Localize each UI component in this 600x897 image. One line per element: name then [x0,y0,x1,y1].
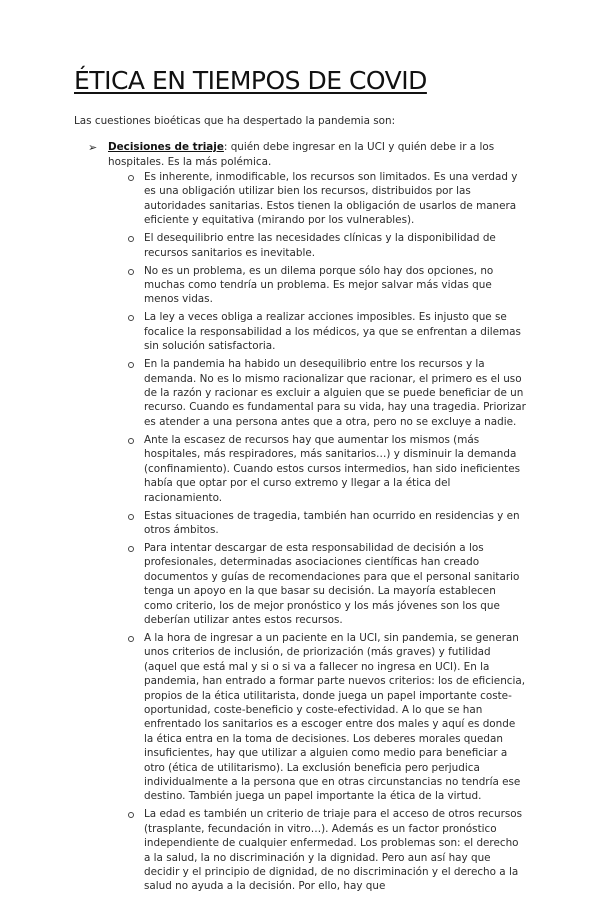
list-item [128,357,526,429]
circle-bullet-icon [128,546,134,552]
main-bullet [88,140,528,170]
list-item [128,310,526,353]
list-item-text: Es inherente, inmodificable, los recursos son limitados. Es una verdad y es una obligación utilizar bien los recursos, distribuidos por las autoridades sanitarias. Estos tienen la obligación de usarlos de manera eficiente y equitativa (mirando por los vulnerables). [144,171,518,227]
circle-bullet-icon [128,514,134,520]
arrow-bullet-icon: ➢ [88,141,98,154]
circle-bullet-icon [128,812,134,818]
main-bullet-text [108,140,528,170]
list-item-text: Ante la escasez de recursos hay que aumentar los mismos (más hospitales, más respiradores, más sanitarios…) y disminuir la demanda (confinamiento). Cuando estos cursos intermedios, han sido ineficientes había que optar por el curso extremo y llegar a la ética del racionamiento. [144,433,521,504]
list-item-text: A la hora de ingresar a un paciente en la UCI, sin pandemia, se generan unos criterios de inclusión, de priorización (más graves) y futilidad (aquel que está mal y si o si va a fallecer no ingresa en UCI). En la pandemia, han entrado a formar parte nuevos criterios: los de eficiencia, propios de la ética utilitarista, donde juega un papel importante coste-oportunidad, coste-beneficio y coste-efectividad. A lo que se han enfrentado los sanitarios es a escoger entre dos males y aquí es donde la ética entra en la toma de decisiones. Los deberes morales quedan insuficientes, hay que utilizar a alguien como medio para beneficiar a otro (ética de utilitarismo). La exclusión beneficia pero perjudica individualmente a la persona que en otras circunstancias no tendría ese destino. También juega un papel importante la ética de la virtud. [144,631,526,803]
list-item [128,509,526,538]
page-title: ÉTICA EN TIEMPOS DE COVID [74,66,427,95]
circle-bullet-icon [128,175,134,181]
list-item-text: En la pandemia ha habido un desequilibrio entre los recursos y la demanda. No es lo mismo racionalizar que racionar, el primero es el uso de la razón y racionar es excluir a alguien que se puede beneficiar de un recurso. Cuando es fundamental para su vida, hay una tragedia. Priorizar es atender a una persona antes que a otra, pero no se excluye a nadie. [144,358,526,428]
list-item-text: No es un problema, es un dilema porque sólo hay dos opciones, no muchas como tendría un problema. Es mejor salvar más vidas que menos vidas. [144,264,494,306]
list-item-text: El desequilibrio entre las necesidades clínicas y la disponibilidad de recursos sanitarios es inevitable. [144,232,496,259]
list-item [128,433,526,505]
circle-bullet-icon [128,269,134,275]
list-item [128,541,526,627]
sub-bullet-list [128,170,526,897]
list-item-text: Para intentar descargar de esta responsabilidad de decisión a los profesionales, determinadas asociaciones científicas han creado documentos y guías de recomendaciones para que el personal sanitario tenga un apoyo en la que basar su decisión. La mayoría establecen como criterio, los de mejor pronóstico y los más jóvenes son los que deberían utilizar antes estos recursos. [144,541,520,626]
bullet-heading: Decisiones de triaje [108,141,224,153]
list-item-text: La edad es también un criterio de triaje para el acceso de otros recursos (trasplante, fecundación in vitro…). Además es un factor pronóstico independiente de cualquier enfermedad. Los problemas son: el derecho a la salud, la no discriminación y la dignidad. Pero aun así hay que decidir y el principio de dignidad, de no discriminación y el derecho a la salud no ayuda a la decisión. Por ello, hay que [144,808,523,893]
circle-bullet-icon [128,236,134,242]
list-item-text: Estas situaciones de tragedia, también han ocurrido en residencias y en otros ámbitos. [144,509,520,536]
intro-paragraph: Las cuestiones bioéticas que ha despertado la pandemia son: [74,115,396,127]
bullet-description: : quién debe ingresar en la UCI y quién debe ir a los hospitales. Es la más polémica. [108,141,495,168]
list-item [128,631,526,804]
circle-bullet-icon [128,315,134,321]
list-item-text: La ley a veces obliga a realizar acciones imposibles. Es injusto que se focalice la responsabilidad a los médicos, ya que se enfrentan a dilemas sin solución satisfactoria. [144,311,521,353]
list-item [128,170,526,228]
circle-bullet-icon [128,636,134,642]
list-item [128,807,526,893]
list-item [128,264,526,307]
list-item [128,231,526,260]
circle-bullet-icon [128,362,134,368]
circle-bullet-icon [128,438,134,444]
